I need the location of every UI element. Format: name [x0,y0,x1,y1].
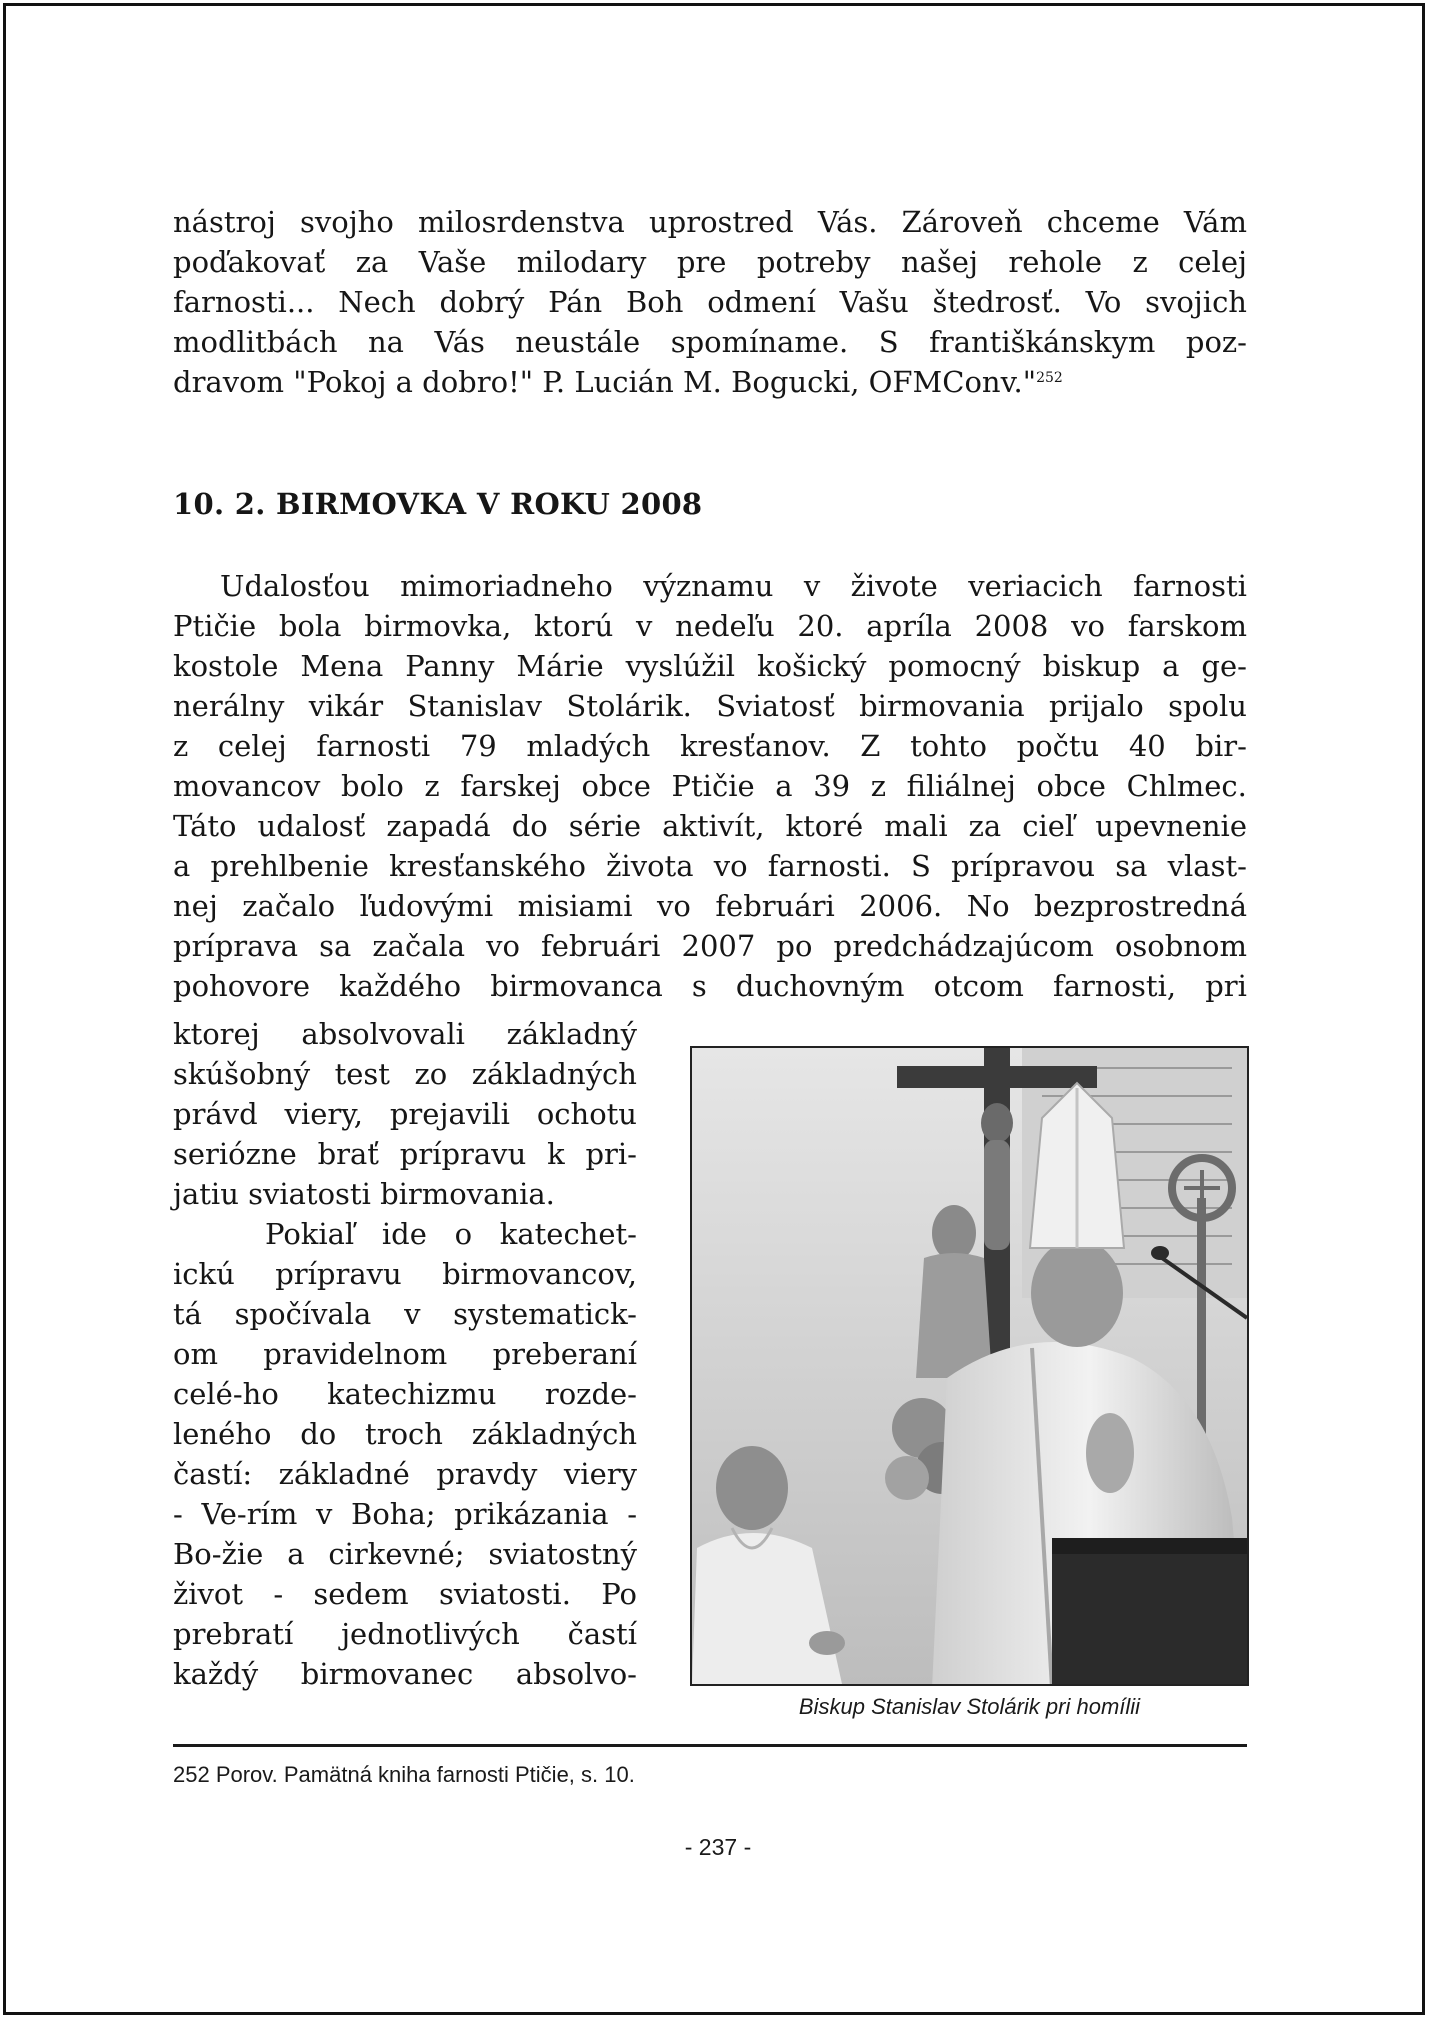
word: leného [173,1417,272,1451]
word: pravdy [436,1457,538,1491]
word: Ptičie [671,769,755,803]
word: Pán [548,285,603,319]
word: zo [414,1057,448,1091]
word: Udalosťou [220,569,370,603]
word: odmení [707,285,816,319]
word: častí: [173,1457,253,1491]
word: vikár [308,689,384,723]
word: a [287,1537,305,1571]
word: prijalo [1049,689,1144,723]
word: živote [850,569,938,603]
word: rozde- [544,1377,637,1411]
word: bolo [341,769,404,803]
word: ktoré [785,809,864,843]
word: zapadá [386,809,491,843]
narrow-line [173,1534,637,1574]
narrow-line [173,1374,637,1414]
word: februári [715,889,835,923]
word: Vás [434,325,485,359]
word: za [355,245,389,279]
word: Táto [173,809,237,843]
word: farskej [460,769,561,803]
paragraph-line [173,726,1247,766]
word: Nech [338,285,416,319]
word: No [966,889,1010,923]
word: nerálny [173,689,285,723]
word: aktivít, [662,809,765,843]
word: Pokiaľ [265,1217,355,1251]
intro-line [173,282,1247,322]
word: 2007 [681,929,756,963]
footnote: 252 Porov. Pamätná kniha farnosti Ptičie, s. 10. [173,1762,635,1787]
narrow-line [173,1294,637,1334]
word: vlast- [1167,849,1247,883]
word: základných [471,1417,637,1451]
word: sa [319,929,352,963]
word: osobnom [1114,929,1247,963]
word: absolvovali [301,1017,465,1051]
word: mladých [526,729,651,763]
word: milodary [516,245,647,279]
word: S [878,325,899,359]
word: prikázania [454,1497,609,1531]
word: tohto [910,729,987,763]
word: spolu [1168,689,1247,723]
word: vo [657,889,691,923]
narrow-line [173,1134,637,1174]
word: základných [471,1057,637,1091]
word: celé-ho [173,1377,279,1411]
intro-paragraph [173,202,1247,402]
word: otcom [933,969,1024,1003]
word: nej [173,889,218,923]
paragraph-line [173,926,1247,966]
word: biskup [1042,649,1141,683]
word: život [173,1577,244,1611]
word: ochotu [536,1097,637,1131]
word: a [775,769,793,803]
narrow-line [173,1094,637,1134]
word: Zároveň [901,205,1023,239]
bishop-photo [690,1046,1249,1686]
word: vyslúžil [625,649,736,683]
word: z [1132,245,1148,279]
paragraph-line [173,646,1247,686]
word: o [454,1217,473,1251]
word: počtu [1016,729,1100,763]
word: nedeľu [675,609,775,643]
word: Vaše [418,245,487,279]
word: celej [1178,245,1247,279]
word: Boha; [351,1497,436,1531]
word: spomíname. [670,325,849,359]
word: ktorej [173,1017,260,1051]
word: Vo [1085,285,1122,319]
word: preberaní [492,1337,637,1371]
word: Vám [1183,205,1247,239]
word: ktorú [534,609,614,643]
word: prebratí [173,1617,294,1651]
paragraph-line [173,806,1247,846]
word: kresťanov. [679,729,831,763]
word: košický [757,649,867,683]
word: Z [860,729,881,763]
word: Vašu [839,285,909,319]
word: pri- [585,1137,637,1171]
word: 2006. [859,889,943,923]
intro-line: dravom "Pokoj a dobro!" P. Lucián M. Bogucki, OFMConv." $^{252}$ [173,362,1247,402]
word: do [511,809,548,843]
word: základný [506,1017,637,1051]
word: - [627,1497,637,1531]
word: Bo-žie [173,1537,264,1571]
word: po [776,929,813,963]
word: uprostred [648,205,794,239]
word: birmovka, [364,609,512,643]
word: sa [1115,849,1148,883]
word: februári [541,929,661,963]
word: sviatosti. [438,1577,571,1611]
word: Po [601,1577,637,1611]
word: do [300,1417,337,1451]
word: našej [900,245,978,279]
word: dobrý [439,285,525,319]
footnote-reference: 252 [1036,370,1063,386]
word: cieľ [1022,809,1075,843]
narrow-column-text [173,1014,637,1694]
word: celej [217,729,287,763]
paragraph-line [173,886,1247,926]
word: za [968,809,1002,843]
word: začala [372,929,466,963]
intro-line [173,242,1247,282]
word: Stolárik. [566,689,692,723]
word: absolvo- [515,1657,637,1691]
word: Chlmec. [1126,769,1247,803]
word: sviatostný [488,1537,637,1571]
word: prípravu [275,1257,402,1291]
section-heading: 10. 2. BIRMOVKA V ROKU 2008 [173,487,703,521]
figure-caption: Biskup Stanislav Stolárik pri homílii [798,1694,1141,1719]
word: Mena [300,649,384,683]
word: a [1162,649,1180,683]
narrow-line [173,1214,637,1254]
word: spočívala [234,1297,372,1331]
word: farnosti. [767,849,891,883]
page-number: - 237 - [684,1834,752,1860]
word: príprava [173,929,299,963]
word: udalosť [257,809,366,843]
word: 39 [813,769,851,803]
word: 79 [459,729,497,763]
word: svojho [299,205,394,239]
paragraph-line [173,566,1247,606]
paragraph-line [173,846,1247,886]
word: každého [339,969,462,1003]
word: katechet- [499,1217,637,1251]
word: svojich [1145,285,1247,319]
word: vo [713,849,748,883]
intro-line [173,202,1247,242]
word: movancov [173,769,321,803]
narrow-line [173,1614,637,1654]
narrow-line [173,1494,637,1534]
word: apríla [866,609,952,643]
word: ide [381,1217,427,1251]
word: a [173,849,191,883]
word: birmovania [859,689,1025,723]
word: birmovanca [490,969,663,1003]
word: pravidelnom [263,1337,448,1371]
word: filiálnej [906,769,1016,803]
word: viery [563,1457,637,1491]
word: bir- [1195,729,1247,763]
word: Ptičie [173,609,257,643]
word: obce [581,769,651,803]
word: bola [278,609,342,643]
word: farnosti [1133,569,1247,603]
word: S [911,849,931,883]
word: vo [486,929,520,963]
word: brať [317,1137,379,1171]
narrow-line [173,1574,637,1614]
word: katechizmu [327,1377,497,1411]
word: systematick- [453,1297,637,1331]
word: Boh [626,285,684,319]
word: birmovancov, [442,1257,637,1291]
word: prejavili [389,1097,510,1131]
word: obce [1036,769,1106,803]
word: kostole [173,649,279,683]
word: 20. [797,609,844,643]
word: prehlbenie [210,849,369,883]
word: pre [676,245,727,279]
word: v [404,1297,421,1331]
word: v [636,609,653,643]
word: života [606,849,694,883]
word: častí [567,1617,637,1651]
word: predchádzajúcom [833,929,1094,963]
word: mimoriadneho [400,569,613,603]
word: jednotlivých [341,1617,520,1651]
word: skúšobný [173,1057,311,1091]
narrow-line [173,1014,637,1054]
narrow-line [173,1334,637,1374]
word: kresťanského [389,849,586,883]
word: každý [173,1657,259,1691]
word: 40 [1128,729,1166,763]
word: na [368,325,404,359]
word: upevnenie [1095,809,1247,843]
word: 2008 [974,609,1049,643]
word: Stanislav [407,689,543,723]
word: mali [884,809,948,843]
word: test [334,1057,390,1091]
narrow-line [173,1414,637,1454]
word: chceme [1046,205,1160,239]
word: birmovanec [300,1657,474,1691]
intro-line [173,322,1247,362]
word: z [424,769,440,803]
word: poďakovať [173,245,326,279]
word: významu [643,569,774,603]
word: tá [173,1297,202,1331]
paragraph-line [173,966,1247,1006]
word: začalo [242,889,336,923]
word: z [173,729,189,763]
narrow-line [173,1654,637,1694]
paragraph-line [173,766,1247,806]
narrow-line [173,1454,637,1494]
word: v [803,569,821,603]
word: bezprostredná [1034,889,1247,923]
word: - [273,1577,284,1611]
narrow-line: jatiu sviatosti birmovania. [173,1177,555,1211]
word: pomocný [888,649,1021,683]
footnote-divider [173,1744,1247,1747]
word: farnosti [316,729,431,763]
word: farnosti... [173,285,315,319]
word: Márie [516,649,604,683]
paragraph-line [173,606,1247,646]
word: pri [1205,969,1247,1003]
paragraph-line [173,686,1247,726]
word: františkánskym [929,325,1156,359]
narrow-line [173,1254,637,1294]
word: s [691,969,707,1003]
word: sedem [313,1577,409,1611]
word: Ve-rím [201,1497,298,1531]
word: Vás. [817,205,878,239]
word: ickú [173,1257,235,1291]
word: farnosti, [1053,969,1177,1003]
word: z [870,769,886,803]
word: série [568,809,642,843]
word: k [547,1137,565,1171]
word: om [173,1337,218,1371]
word: právd [173,1097,258,1131]
narrow-line [173,1054,637,1094]
word: v [315,1497,333,1531]
word: duchovným [735,969,905,1003]
word: - [173,1497,183,1531]
word: vo [1071,609,1105,643]
word: farskom [1127,609,1247,643]
word: modlitbách [173,325,338,359]
word: štedrosť. [932,285,1062,319]
word: Sviatosť [716,689,835,723]
word: seriózne [173,1137,297,1171]
word: základné [278,1457,410,1491]
word: cirkevné; [328,1537,465,1571]
word: poz- [1185,325,1247,359]
word: veriacich [968,569,1103,603]
word: prípravu [399,1137,527,1171]
word: troch [365,1417,443,1451]
word: misiami [517,889,633,923]
word: ľudovými [359,889,494,923]
word: milosrdenstva [417,205,625,239]
word: rehole [1008,245,1102,279]
word: neustále [515,325,641,359]
word: pohovore [173,969,311,1003]
word: prípravou [951,849,1096,883]
word: Panny [405,649,495,683]
paragraph [173,566,1247,1006]
word: potreby [756,245,871,279]
word: viery, [284,1097,363,1131]
word: nástroj [173,205,276,239]
word: ge- [1201,649,1247,683]
